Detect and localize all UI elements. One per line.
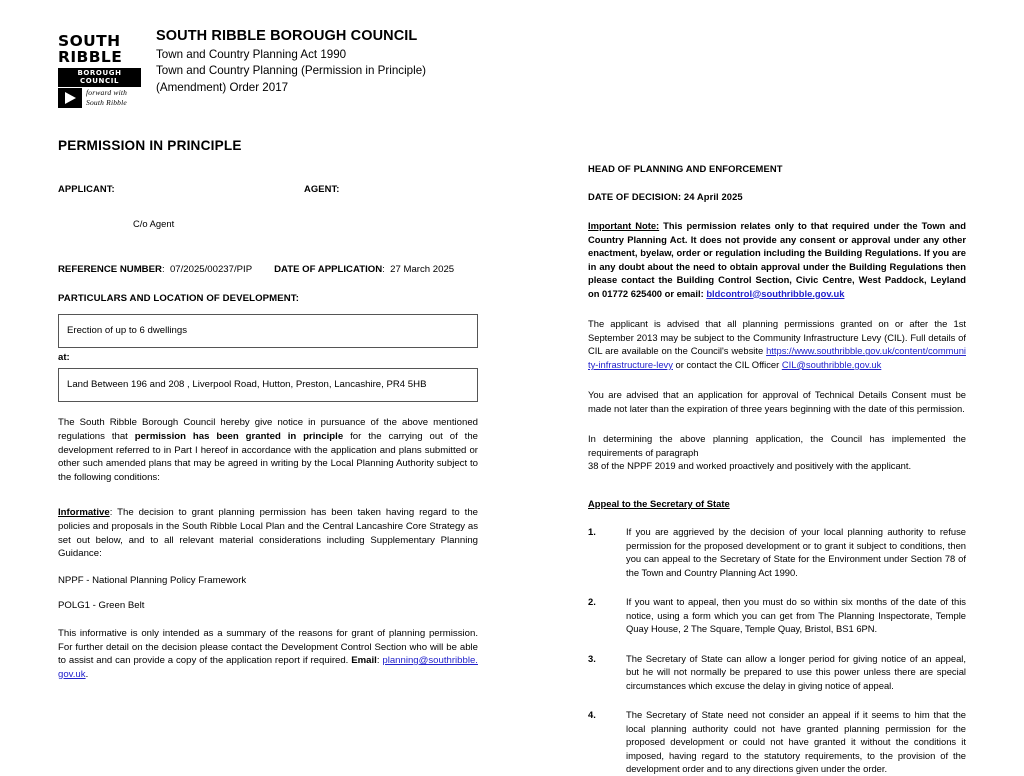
policy-item-nppf: NPPF - National Planning Policy Framework [58, 574, 247, 586]
logo-borough-council-bar: BOROUGH COUNCIL [58, 68, 141, 87]
reference-number-value: 07/2025/00237/PIP [169, 264, 253, 276]
date-of-decision [588, 191, 966, 202]
logo-tagline-row [58, 88, 141, 108]
document-header [58, 28, 478, 108]
notice-bold-phrase: permission has been granted in principle [134, 431, 344, 443]
date-of-application-value: 27 March 2025 [390, 264, 455, 276]
act-line-3: (Amendment) Order 2017 [156, 80, 289, 94]
appeal-item [588, 525, 966, 579]
logo-tagline [82, 88, 127, 108]
appeal-item-number: 1. [588, 525, 596, 537]
applicant-value: C/o Agent [133, 218, 175, 230]
nppf-paragraph-line-2: 38 of the NPPF 2019 and worked proactively and positively with the applicant. [588, 460, 912, 472]
appeal-item-text: If you want to appeal, then you must do so within six months of the date of this notice, using a form which you can get from The Planning Inspectorate, Temple Quay House, 2 The Square, Temple Quay, Bristol, BS1 6PN. [626, 596, 966, 635]
cil-text-part-1: The applicant is advised that all planning permissions granted on or after the 1st September 2013 may be subject to the Community Infrastructure Levy (CIL). Full details of CIL are available on the Council's website [588, 318, 966, 357]
notice-part-1: The South Ribble Borough Council hereby give notice in pursuance of the above mentioned regulations that [58, 417, 478, 443]
date-of-decision-value: 24 April 2025 [681, 191, 743, 202]
south-ribble-logo [58, 33, 142, 108]
important-note-text: This permission relates only to that required under the Town and Country Planning Act. It does not provide any consent or approval under any other enactment, byelaw, order or regulation including the Building Regulations. If you are in any doubt about the need to obtain approval under the Building Regulations then please contact the Building Control Section, Civic Centre, West Paddock, Leyland on 01772 625400 or email: [588, 220, 967, 299]
act-line-1: Town and Country Planning Act 1990 [156, 47, 347, 61]
building-control-email-link[interactable]: bldcontrol@southribble.gov.uk [706, 287, 845, 299]
email-end-punctuation: . [85, 668, 89, 680]
right-column [588, 163, 966, 776]
appeal-item [588, 595, 966, 636]
logo-word-south: SOUTH [58, 32, 121, 50]
development-location-box [58, 368, 478, 402]
planning-email-link[interactable]: planning@southribble.gov.uk [58, 655, 478, 680]
email-label: Email [351, 655, 377, 667]
development-description: Erection of up to 6 dwellings [67, 325, 187, 337]
page-title: PERMISSION IN PRINCIPLE [58, 138, 242, 154]
informative-summary-text: This informative is only intended as a summary of the reasons for grant of planning permission. For further detail on the decision please contact the Development Control Section who will be able to assist and can provide a copy of the application report if required. [58, 627, 478, 667]
notice-paragraph [58, 416, 478, 484]
informative-paragraph [58, 506, 478, 560]
parties-row [58, 183, 478, 199]
act-line-2: Town and Country Planning (Permission in Principle) [156, 64, 427, 78]
logo-tagline-line1: forward with [86, 88, 128, 98]
email-separator: : [376, 655, 383, 667]
play-triangle-icon [58, 88, 82, 108]
informative-label: Informative [58, 507, 110, 519]
appeal-item-number: 4. [588, 709, 596, 721]
important-note-paragraph [588, 219, 966, 300]
appeal-section-heading: Appeal to the Secretary of State [588, 497, 730, 509]
appeal-item-text: If you are aggrieved by the decision of your local planning authority to refuse permission for the proposed development or to grant it subject to conditions, then you can appeal to the Secretary of State for the Environment under Section 78 of the Town and Country Planning Act 1990. [626, 525, 966, 578]
particulars-label: PARTICULARS AND LOCATION OF DEVELOPMENT: [58, 293, 299, 305]
logo-tagline-line2: South Ribble [86, 97, 127, 107]
nppf-paragraph-line-1: In determining the above planning application, the Council has implemented the requirements of paragraph [588, 433, 966, 458]
important-note-label: Important Note: [588, 220, 660, 231]
appeal-item-number: 2. [588, 596, 596, 608]
cil-paragraph [588, 317, 966, 371]
at-label: at: [58, 352, 70, 364]
applicant-label: APPLICANT: [58, 183, 115, 195]
cil-officer-email-link[interactable]: CIL@southribble.gov.uk [781, 358, 882, 370]
policy-item-polg1: POLG1 - Green Belt [58, 599, 145, 611]
reference-number-label: REFERENCE NUMBER [58, 264, 162, 276]
agent-label: AGENT: [304, 183, 340, 195]
date-of-decision-label: DATE OF DECISION: [588, 191, 682, 202]
notice-part-2: for the carrying out of the development referred to in Part I hereof in accordance with the application and plans submitted or other such amended plans that may be agreed in writing by the Local Planning Authority subject to the following conditions: [58, 431, 479, 483]
council-name: SOUTH RIBBLE BOROUGH COUNCIL [156, 28, 418, 44]
header-text-block [156, 28, 426, 96]
technical-details-consent-paragraph: You are advised that an application for approval of Technical Details Consent must be made not later than the expiration of three years beginning with the date of this permission. [588, 389, 966, 414]
appeal-item [588, 708, 966, 776]
reference-row: REFERENCE NUMBER: 07/2025/00237/PIP DATE OF APPLICATION: 27 March 2025 [58, 264, 455, 276]
date-of-application-label: DATE OF APPLICATION [274, 264, 383, 276]
head-of-planning-title: HEAD OF PLANNING AND ENFORCEMENT [588, 163, 783, 174]
appeal-item [588, 652, 966, 693]
informative-text: : The decision to grant planning permission has been taken having regard to the policies and proposals in the South Ribble Local Plan and the Central Lancashire Core Strategy as set out below, and to all relevant material considerations including Supplementary Planning Guidance: [58, 507, 478, 560]
informative-summary [58, 627, 478, 681]
nppf-paragraph [588, 432, 966, 473]
appeal-item-number: 3. [588, 652, 596, 664]
cil-text-part-2: or contact the CIL Officer [672, 358, 782, 370]
development-description-box [58, 314, 478, 348]
development-location: Land Between 196 and 208 , Liverpool Road, Hutton, Preston, Lancashire, PR4 5HB [67, 379, 427, 391]
appeal-item-text: The Secretary of State can allow a longer period for giving notice of an appeal, but he will not normally be prepared to use this power unless there are special circumstances which excuse the delay in giving notice of appeal. [626, 652, 966, 691]
left-column [58, 28, 478, 681]
cil-website-link[interactable]: https://www.southribble.gov.uk/content/community-infrastructure-levy [588, 345, 966, 370]
appeal-item-text: The Secretary of State need not consider an appeal if it seems to him that the local planning authority could not have granted planning permission for the proposed development or could not have granted it without the conditions it imposed, having regard to the statutory requirements, to the provision of the development order and to any directions given under the order. [626, 709, 966, 775]
logo-word-ribble: RIBBLE [58, 48, 123, 67]
